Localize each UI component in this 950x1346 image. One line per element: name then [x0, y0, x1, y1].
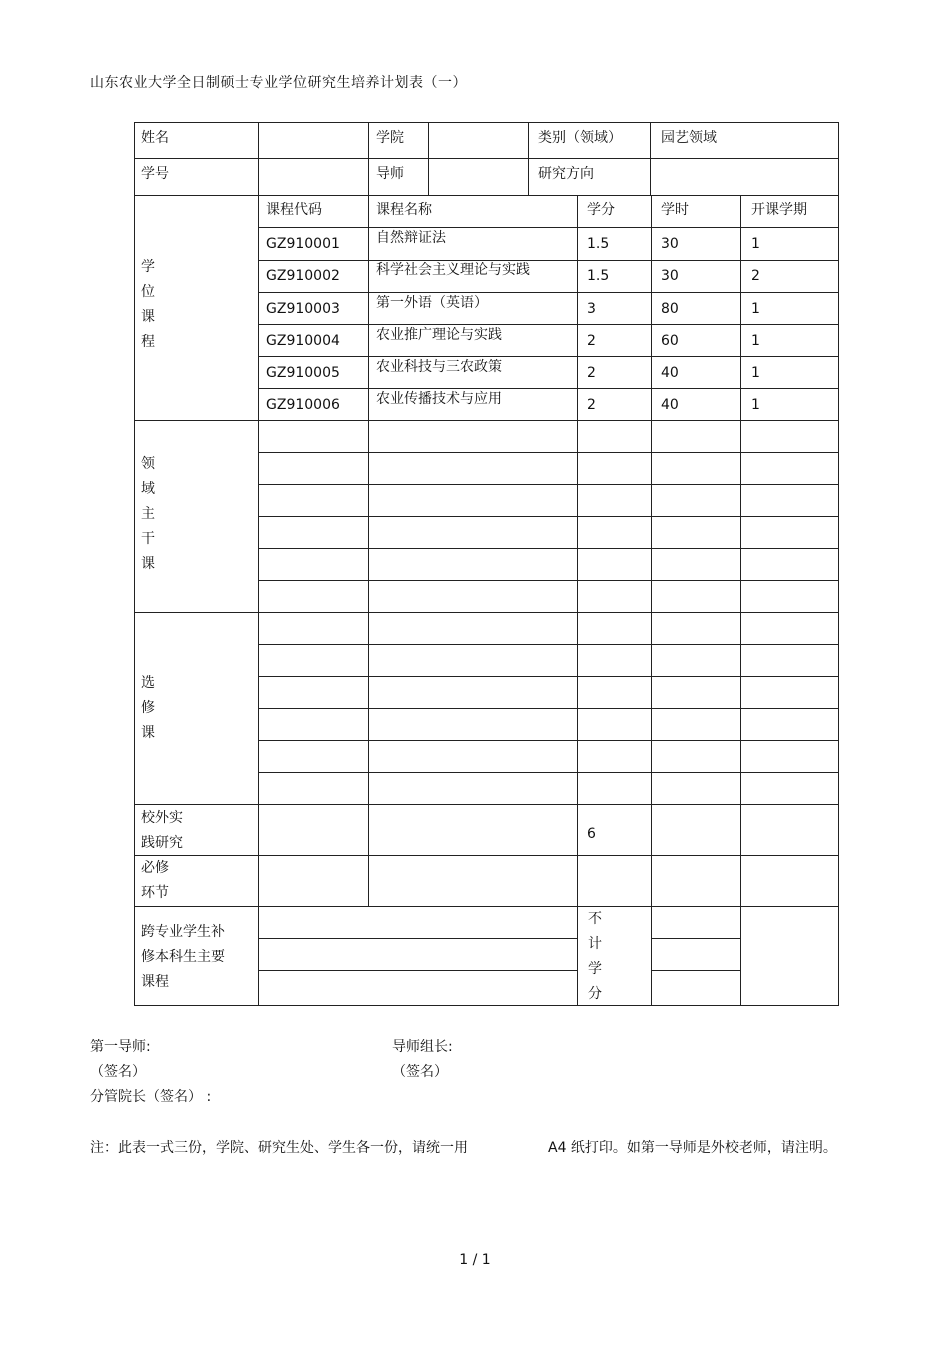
degree-course-label-char: 程	[141, 334, 155, 350]
table-rule	[258, 580, 839, 581]
course-hours: 30	[661, 268, 679, 284]
domain-core-label	[138, 452, 158, 577]
required-label-line2: 环节	[141, 885, 169, 901]
course-term: 2	[751, 268, 760, 284]
course-hours: 40	[661, 397, 679, 413]
column-header-term: 开课学期	[751, 202, 807, 218]
course-credit: 2	[587, 365, 596, 381]
table-rule	[258, 516, 839, 517]
table-rule	[258, 356, 839, 357]
course-hours: 60	[661, 333, 679, 349]
domain-core-label-char: 主	[141, 506, 155, 522]
course-code: GZ910003	[266, 301, 340, 317]
elective-label	[138, 671, 158, 746]
degree-course-label-char: 学	[141, 259, 155, 275]
course-code: GZ910004	[266, 333, 340, 349]
course-term: 1	[751, 333, 760, 349]
student-id-label: 学号	[141, 166, 169, 182]
column-header-name: 课程名称	[376, 202, 432, 218]
course-name: 农业推广理论与实践	[376, 327, 502, 343]
course-code: GZ910006	[266, 397, 340, 413]
table-rule	[651, 938, 741, 939]
degree-course-label	[138, 255, 158, 355]
cross-major-label-line1: 跨专业学生补	[141, 924, 225, 940]
no-credit-char: 学	[588, 961, 602, 977]
page-number: 1 / 1	[459, 1252, 491, 1268]
domain-core-label-char: 域	[141, 481, 155, 497]
course-term: 1	[751, 365, 760, 381]
college-label: 学院	[376, 130, 404, 146]
dean-sign-label: 分管院长（签名） :	[90, 1089, 212, 1105]
table-rule	[258, 644, 839, 645]
table-rule	[258, 938, 578, 939]
table-rule	[134, 122, 839, 123]
course-code: GZ910001	[266, 236, 340, 252]
first-advisor-sign: （签名）	[90, 1064, 146, 1080]
table-rule	[258, 388, 839, 389]
column-header-hours: 学时	[661, 202, 689, 218]
group-leader-sign: （签名）	[392, 1064, 448, 1080]
first-advisor-label: 第一导师:	[90, 1039, 151, 1055]
required-label-line1: 必修	[141, 860, 169, 876]
note-text-1: 注：此表一式三份，学院、研究生处、学生各一份，请统一用	[90, 1140, 468, 1156]
cross-major-label-line3: 课程	[141, 974, 169, 990]
course-credit: 3	[587, 301, 596, 317]
table-rule	[258, 324, 839, 325]
course-credit: 1.5	[587, 236, 610, 252]
course-hours: 40	[661, 365, 679, 381]
category-label: 类别（领域）	[538, 130, 622, 146]
course-name: 自然辩证法	[376, 230, 446, 246]
cross-major-label-line2: 修本科生主要	[141, 949, 225, 965]
category-value: 园艺领域	[661, 130, 717, 146]
table-rule	[528, 122, 529, 196]
course-credit: 1.5	[587, 268, 610, 284]
group-leader-label: 导师组长:	[392, 1039, 453, 1055]
course-code: GZ910005	[266, 365, 340, 381]
table-rule	[134, 1005, 839, 1006]
course-name: 农业传播技术与应用	[376, 391, 502, 407]
elective-label-char: 选	[141, 675, 155, 691]
table-rule	[134, 122, 135, 1006]
table-rule	[258, 292, 839, 293]
table-rule	[258, 122, 259, 196]
table-rule	[258, 708, 839, 709]
table-rule	[368, 122, 369, 196]
table-rule	[258, 970, 578, 971]
table-rule	[651, 195, 652, 1006]
table-rule	[134, 195, 839, 196]
elective-label-char: 修	[141, 700, 155, 716]
table-rule	[134, 158, 839, 159]
no-credit-char: 分	[588, 986, 602, 1002]
name-label: 姓名	[141, 130, 169, 146]
table-rule	[258, 740, 839, 741]
advisor-label: 导师	[376, 166, 404, 182]
column-header-code: 课程代码	[266, 202, 322, 218]
course-name: 第一外语（英语）	[376, 295, 488, 311]
table-rule	[740, 195, 741, 1006]
table-rule	[134, 855, 839, 856]
degree-course-label-char: 位	[141, 284, 155, 300]
table-rule	[258, 906, 259, 1006]
table-rule	[368, 195, 369, 907]
course-credit: 2	[587, 397, 596, 413]
course-term: 1	[751, 236, 760, 252]
table-rule	[258, 452, 839, 453]
column-header-credit: 学分	[587, 202, 615, 218]
table-rule	[258, 484, 839, 485]
table-rule	[577, 195, 578, 1006]
table-rule	[838, 122, 839, 1006]
course-term: 1	[751, 397, 760, 413]
practice-label-line1: 校外实	[141, 810, 183, 826]
research-direction-label: 研究方向	[538, 166, 594, 182]
table-rule	[258, 676, 839, 677]
course-hours: 80	[661, 301, 679, 317]
no-credit-char: 计	[588, 936, 602, 952]
degree-course-label-char: 课	[141, 309, 155, 325]
table-rule	[258, 227, 839, 228]
table-rule	[258, 548, 839, 549]
table-rule	[134, 420, 839, 421]
table-rule	[258, 772, 839, 773]
table-rule	[258, 260, 839, 261]
table-rule	[650, 122, 651, 196]
domain-core-label-char: 领	[141, 456, 155, 472]
table-rule	[134, 906, 839, 907]
course-hours: 30	[661, 236, 679, 252]
course-term: 1	[751, 301, 760, 317]
note-text-2: A4 纸打印。如第一导师是外校老师，请注明。	[548, 1140, 837, 1156]
table-rule	[651, 970, 741, 971]
table-rule	[134, 804, 839, 805]
table-rule	[134, 612, 839, 613]
course-credit: 2	[587, 333, 596, 349]
domain-core-label-char: 干	[141, 531, 155, 547]
table-rule	[258, 195, 259, 907]
course-name: 农业科技与三农政策	[376, 359, 502, 375]
course-name: 科学社会主义理论与实践	[376, 262, 530, 278]
no-credit-char: 不	[588, 911, 602, 927]
practice-credit: 6	[587, 826, 596, 842]
document-title: 山东农业大学全日制硕士专业学位研究生培养计划表（一）	[90, 75, 467, 91]
domain-core-label-char: 课	[141, 556, 155, 572]
table-rule	[428, 122, 429, 196]
course-code: GZ910002	[266, 268, 340, 284]
elective-label-char: 课	[141, 725, 155, 741]
practice-label-line2: 践研究	[141, 835, 183, 851]
no-credit-note	[585, 907, 605, 1007]
